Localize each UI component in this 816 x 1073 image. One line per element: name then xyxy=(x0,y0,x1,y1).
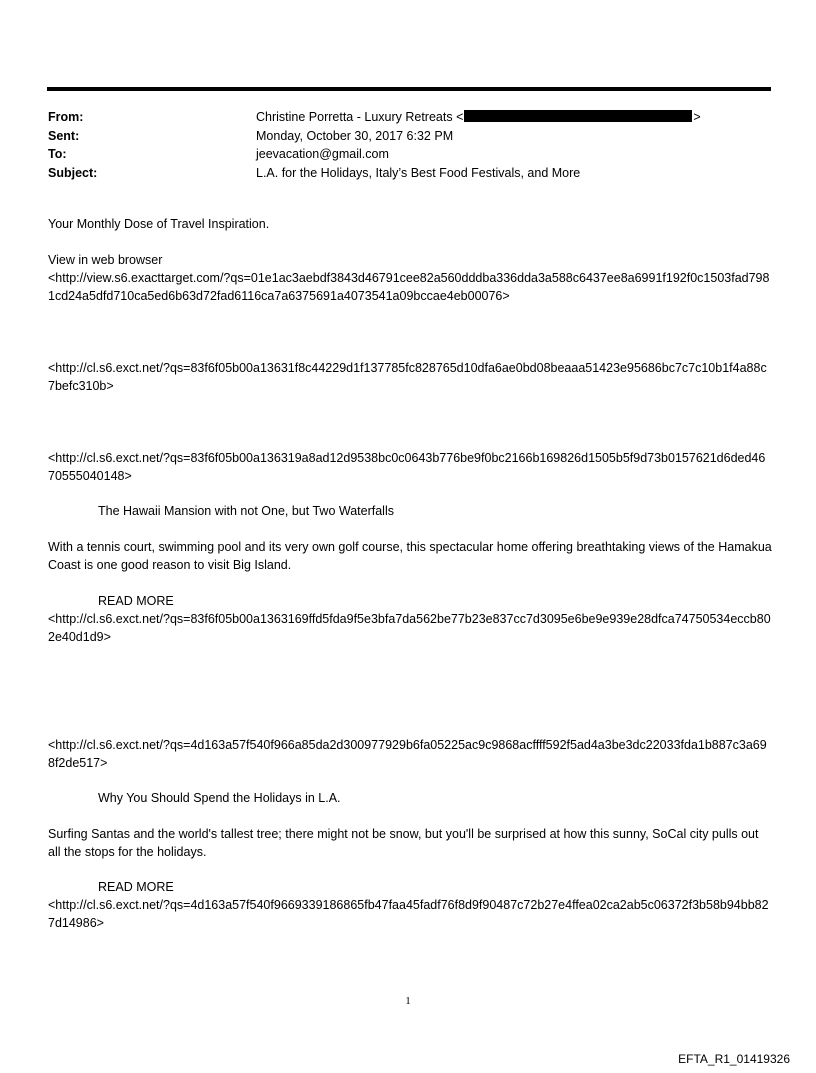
intro-text: Your Monthly Dose of Travel Inspiration. xyxy=(48,217,270,231)
article-1-read-more: READ MORE xyxy=(98,594,174,608)
article-2-text: Surfing Santas and the world's tallest tree; there might not be snow, but you'll be surprised at how this sunny, SoCal city pulls out all the stops for the holidays. xyxy=(48,827,759,859)
subject-value: L.A. for the Holidays, Italy’s Best Food Festivals, and More xyxy=(256,165,581,180)
redaction-box xyxy=(464,110,692,122)
email-header xyxy=(48,108,701,182)
link-3[interactable]: <http://cl.s6.exct.net/?qs=4d163a57f540f966a85da2d300977929b6fa05225ac9c9868acffff592f5ad4a3be3dc22033fda1b887c3a698f2de517> xyxy=(48,738,767,770)
bates-number: EFTA_R1_01419326 xyxy=(678,1052,790,1066)
article-2-read-more: READ MORE xyxy=(98,880,174,894)
article-1-title: The Hawaii Mansion with not One, but Two Waterfalls xyxy=(98,504,394,518)
link-2[interactable]: <http://cl.s6.exct.net/?qs=83f6f05b00a136319a8ad12d9538bc0c0643b776be9f0bc2166b169826d1505b5f9d73b0157621d6ded4670555040148> xyxy=(48,451,766,483)
sent-label: Sent: xyxy=(48,128,80,143)
from-label: From: xyxy=(48,110,84,124)
web-browser-label: View in web browser xyxy=(48,253,163,267)
to-label: To: xyxy=(48,147,67,161)
sent-row xyxy=(48,127,701,146)
article-2-title: Why You Should Spend the Holidays in L.A. xyxy=(98,791,341,805)
subject-row xyxy=(48,164,701,183)
to-value: jeevacation@gmail.com xyxy=(256,147,389,161)
header-divider xyxy=(47,87,771,91)
from-value xyxy=(256,108,701,127)
link-1[interactable]: <http://cl.s6.exct.net/?qs=83f6f05b00a13631f8c44229d1f137785fc828765d10dfa6ae0bd08beaaa51423e95686bc7c7c10b1f4a88c7befc310b> xyxy=(48,361,767,393)
page-number: 1 xyxy=(405,995,411,1007)
article-1-text: With a tennis court, swimming pool and its very own golf course, this spectacular home offering breathtaking views of the Hamakua Coast is one good reason to visit Big Island. xyxy=(48,540,772,572)
from-row xyxy=(48,108,701,127)
from-name: Christine Porretta - Luxury Retreats < xyxy=(256,110,464,124)
article-2-link[interactable]: <http://cl.s6.exct.net/?qs=4d163a57f540f9669339186865fb47faa45fadf76f8d9f90487c72b27e4ffea02ca2ab5c06372f3b58b94bb827d14986> xyxy=(48,898,769,930)
to-row xyxy=(48,145,701,164)
web-browser-link[interactable]: <http://view.s6.exacttarget.com/?qs=01e1ac3aebdf3843d46791cee82a560dddba336dda3a588c6437ee8a6991f192f0c1503fad7981cd24a5dfd710ca5ed6b63d72fad6116ca7a6375691a4073541a09bccae4eb00076> xyxy=(48,271,770,303)
from-suffix: > xyxy=(693,110,701,124)
subject-label: Subject: xyxy=(48,165,98,180)
sent-value: Monday, October 30, 2017 6:32 PM xyxy=(256,128,454,143)
article-1-link[interactable]: <http://cl.s6.exct.net/?qs=83f6f05b00a1363169ffd5fda9f5e3bfa7da562be77b23e837cc7d3095e6be9e939e28dfca74750534eccb802e40d1d9> xyxy=(48,612,771,644)
